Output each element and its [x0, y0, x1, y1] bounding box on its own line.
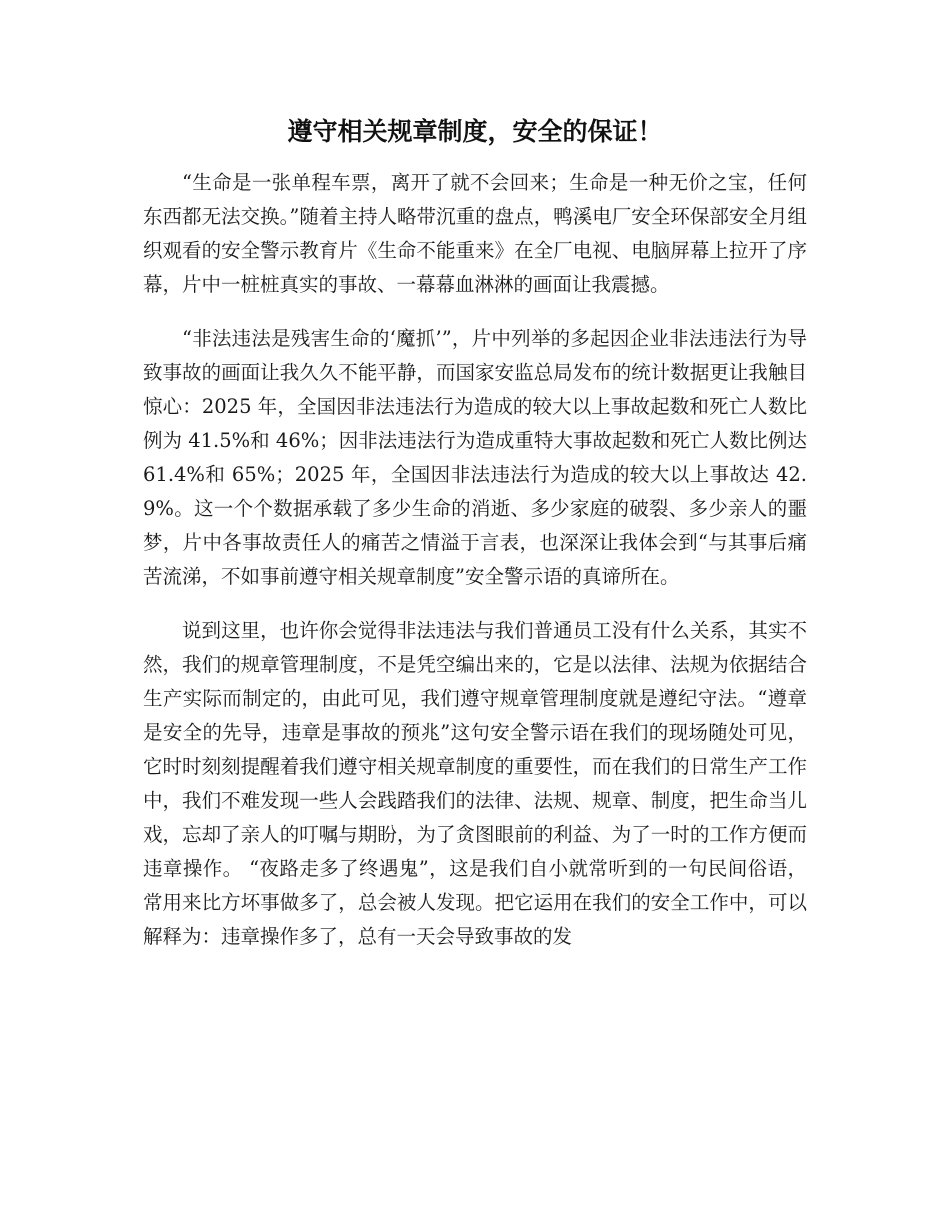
paragraph-1: “生命是一张单程车票，离开了就不会回来；生命是一种无价之宝，任何东西都无法交换。”随着主持人略带沉重的盘点，鸭溪电厂安全环保部安全月组织观看的安全警示教育片《生命不能重来》在全厂电视、电脑屏幕上拉开了序幕，片中一桩桩真实的事故、一幕幕血淋淋的画面让我震撼。	[143, 171, 807, 296]
paragraph-3: 说到这里，也许你会觉得非法违法与我们普通员工没有什么关系，其实不然，我们的规章管理制度，不是凭空编出来的，它是以法律、法规为依据结合生产实际而制定的，由此可见，我们遵守规章管理制度就是遵纪守法。“遵章是安全的先导，违章是事故的预兆”这句安全警示语在我们的现场随处可见，它时时刻刻提醒着我们遵守相关规章制度的重要性，而在我们的日常生产工作中，我们不难发现一些人会践踏我们的法律、法规、规章、制度，把生命当儿戏，忘却了亲人的叮嘱与期盼，为了贪图眼前的利益、为了一时的工作方便而违章操作。 “夜路走多了终遇鬼”，这是我们自小就常听到的一句民间俗语，常用来比方坏事做多了，总会被人发现。把它运用在我们的安全工作中，可以解释为：违章操作多了，总有一天会导致事故的发	[143, 619, 807, 948]
document-body	[143, 166, 807, 954]
document-title: 遵守相关规章制度，安全的保证！	[287, 117, 663, 146]
paragraph-2: “非法违法是残害生命的‘魔抓’”，片中列举的多起因企业非法违法行为导致事故的画面让我久久不能平静，而国家安监总局发布的统计数据更让我触目惊心：2025 年，全国因非法违法行为造成的较大以上事故起数和死亡人数比例为 41.5%和 46%；因非法违法行为造成重特大事故起数和死亡人数比例达 61.4%和 65%；2025 年，全国因非法违法行为造成的较大以上事故达 42.9%。这一个个数据承载了多少生命的消逝、多少家庭的破裂、多少亲人的噩梦，片中各事故责任人的痛苦之情溢于言表，也深深让我体会到“与其事后痛苦流涕，不如事前遵守相关规章制度”安全警示语的真谛所在。	[143, 327, 807, 588]
